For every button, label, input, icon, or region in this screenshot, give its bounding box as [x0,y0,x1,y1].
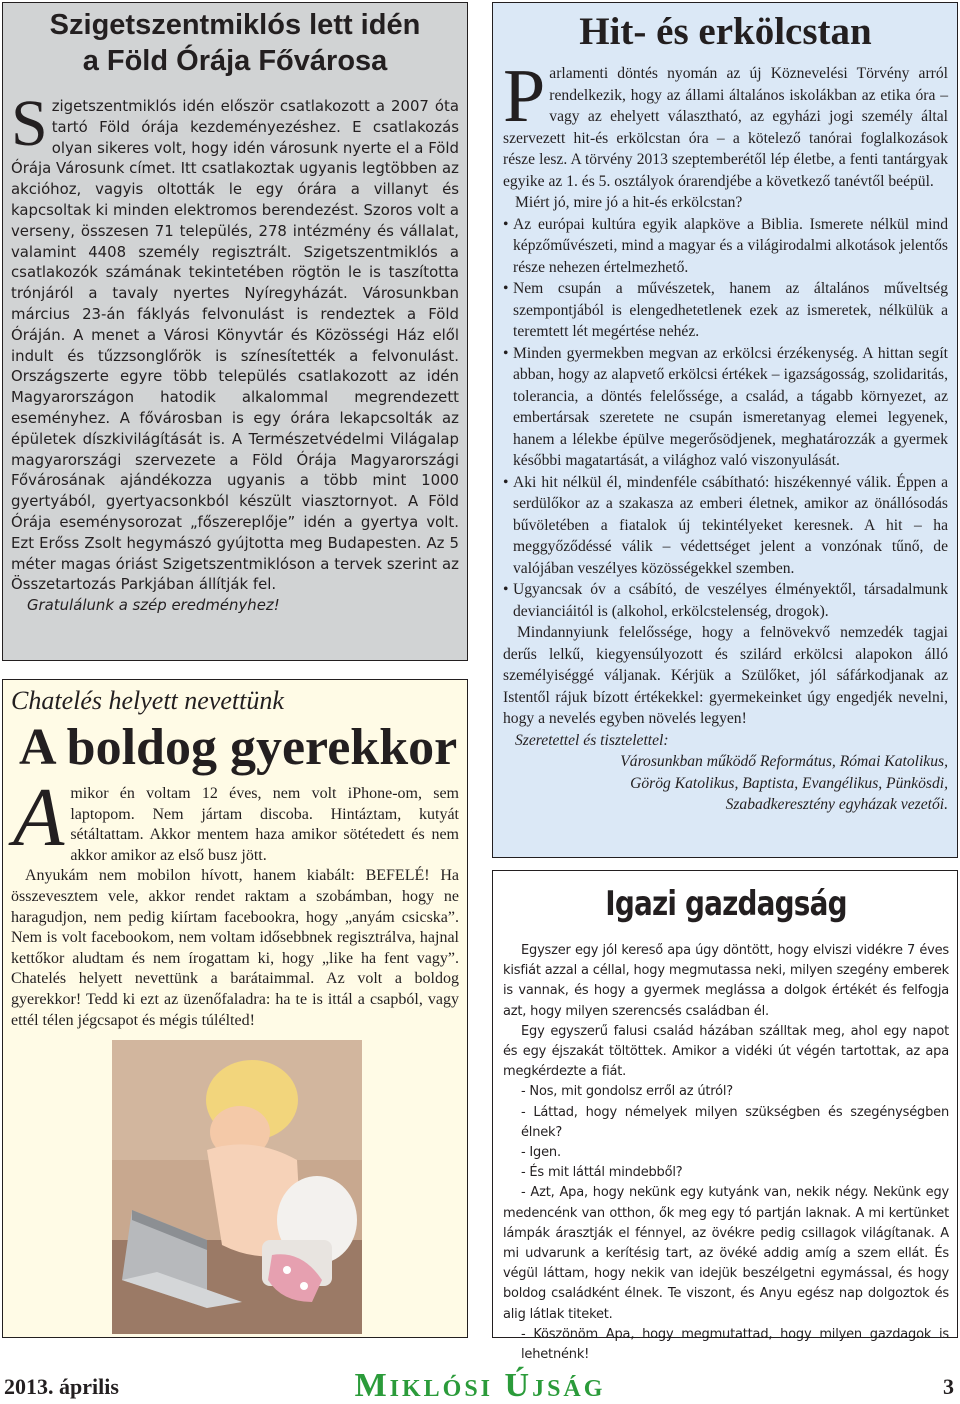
drop-cap: P [503,54,546,138]
article-title: Hit- és erkölcstan [579,10,872,53]
dialogue-line: - Azt, Apa, hogy nekünk egy kutyánk van, nekik négy. Nekünk egy medencénk van otthon, ők meg egy tó partján laknak. A mi kertünket lámpák árasztják el fénnyel, az övékre pedig csillagok világítanak. A mi udvarunk a kerítésig tart, az övéké addig amíg a szem ellát. És végül láttam, hogy nekik van idejük beszélgetni egymással, és hogy boldog családként élnek. Te viszont, és Anyu egész nap dolgoztok és alig látlak titeket. [503,1185,949,1322]
dialogue-line: - Láttad, hogy némelyek milyen szükségben és szegénységben élnek? [521,1104,949,1140]
dialogue-line: - Igen. [521,1145,561,1161]
photo-illustration [112,1040,362,1334]
article-text: zigetszentmiklós idén először csatlakozott a 2007 óta tartó Föld órája kezdeményezéshez. E csatlakozás olyan sikeres volt, hogy idén városunk nyerte el a Föld Órája Városunk címet. Itt csatlakoztak ugyanis legtöbben az akcióhoz, vagyis oltották le egy órára a villanyt és kapcsoltak ki minden elektromos berendezést. Szoros volt a verseny, összesen 71 település, 278 intézmény és vállalat, valamint 4408 személy regisztrált. Szigetszentmiklós a csatlakozók számának tekintetében rögtön le is taszította trónjáról a tavaly nyertes Nyíregyházát. Városunkban március 23-án fáklyás felvonulást is rendeztek a Föld Óráján. A menet a Városi Könyvtár és Közösségi Ház elől indult és tűzzsonglőrök is színesítették a felvonulást. Országszerte egyre több település csatlakozott az idén Magyarországon hatodik alkalommal megrendezett eseményhez. A fővárosban is egy órára lekapcsolták az épületek díszkivilágítását is. A Természetvédelmi Világalap magyarországi szervezete a Föld Órája Magyarországi Fővárosának ajándékozza ugyanis a több mint 1000 gyertyából, gyertyacsonkból készült viasztornyot. A Föld Órája eseménysorozat „főszereplője” idén a gyertya volt. Ezt Erőss Zsolt hegymászó gyújtotta meg Budapesten. Az 5 méter magas óriást Szigetszentmiklóson a tervek szerint az Összetartozás Parkjában állítják fel. [11,97,459,594]
issue-date: 2013. április [4,1374,119,1399]
dialogue-line: - Köszönöm Apa, hogy megmutattad, hogy milyen gazdagok is lehetnénk! [521,1326,949,1363]
newspaper-name: Miklósi Újság [354,1367,606,1404]
dialogue-line: - És mit láttál mindebből? [521,1165,683,1181]
article-faith-ethics [492,2,958,858]
greeting: Szeretettel és tisztelettel: [515,731,669,749]
list-item: • Aki hit nélkül él, mindenféle csábítható: hiszékennyé válik. Éppen a serdülőkor az a szakasza az emberi életnek, amikor az önállósodás bűvöletében a fiatalok új tekintélyeket keresnek. A hit – ha meggyőződéssé válik – védettséget jelent a vonzónak tűnő, de valójában veszélyes közösségekkel szemben. [503,472,948,580]
list-item: • Minden gyermekben megvan az erkölcsi érzékenység. A hittan segít abban, hogy az alapvető erkölcsi értékek – igazságosság, szolidaritás, tolerancia, a döntés felelőssége, a család, a tágabb környezet, az embertársak szeretete ne csupán ismeretanyag elemei legyenek, hanem a lélekbe épülve megerősödjenek, meghatározzák a gyermek későbbi magatartását, a világhoz való viszonyulását. [503,343,948,472]
article-subtitle: Chatelés helyett nevettünk [11,686,284,715]
paragraph-2: Egy egyszerű falusi család házában szálltak meg, ahol egy napot és egy éjszakát töltöttek. Amikor a vidéki út végén tartottak, az apa megkérdezte a fiát. [503,1023,949,1080]
article-earth-hour-body [11,87,459,616]
article-earth-hour [2,2,468,661]
title-line-2: a Föld Órája Fővárosa [82,45,388,77]
signature-line-3: Szabadkeresztény egyházak vezetői. [725,796,948,813]
question-line: Miért jó, mire jó a hit-és erkölcstan? [515,194,743,211]
list-item: • Nem csupán a művészetek, hanem az általános műveltség szempontjából is elengedhetetlenek ezek az ismeretek, nélkülük a teremtett lét megértése nehéz. [503,278,948,343]
intro-paragraph: arlamenti döntés nyomán az új Köznevelési Törvény arról rendelkezik, hogy az állami általános iskolákban az etika óra – vagy az ehelyett választható, az egyházi jogi személy által szervezett hit-és erkölcstan óra – a kötelező tanórai foglalkozások része lesz. A törvény 2013 szeptemberétől lép életbe, a fenti tantárgyak egyike az 1. és 5. osztályok órarendjébe a következő tanévtől beépül. [503,65,948,190]
closing-paragraph: Mindannyiunk felelőssége, hogy a felnövekvő nemzedék tagjai derűs lelkű, kiegyensúlyozott és szilárd erkölcsi alapokon álló személyiséggé váljanak. Kérjük a Szülőket, jól sáfárkodjanak az Istentől rájuk bízott értékekkel: gyermekeinket úgy engedjék nevelni, hogy a nevelés egyben növelés legyen! [503,624,948,727]
paragraph-1: Egyszer egy jól kereső apa úgy döntött, hogy elviszi vidékre 7 éves kisfiát azzal a céllal, hogy megmutassa neki, milyen szegény emberek is vannak, és hogy a gyermek meglássa a dolgok értékét és felfogja azt, hogy milyen szerencsés családban él. [503,943,949,1019]
paragraph-1: mikor én voltam 12 éves, nem volt iPhone-om, sem laptopom. Nem jártam discoba. Hintáztam, kutyát sétáltattam. Akkor mentem haza amikor sötétedett és nem akkor amikor az első busz jött. [70,785,459,864]
dialogue-line: - Nos, mit gondolsz erről az útról? [521,1084,733,1100]
signature-line-2: Görög Katolikus, Baptista, Evangélikus, Pünkösdi, [630,774,948,792]
drop-cap: S [11,87,48,160]
list-item: • Ugyancsak óv a csábító, de veszélyes élményektől, társadalmunk devianciáitól is (alkohol, erkölcstelenség, drogok). [503,579,948,622]
title-line-1: Szigetszentmiklós lett idén [49,9,421,41]
article-earth-hour-title [11,7,459,79]
drop-cap: A [13,771,65,864]
article-body [11,771,459,1031]
page-footer [0,1367,960,1404]
closing-line: Gratulálunk a szép eredményhez! [27,596,280,615]
page-number: 3 [943,1374,954,1399]
article-title: A boldog gyerekkor [19,719,458,776]
reasons-list [503,214,948,623]
article-title: Igazi gazdagság [605,884,847,924]
list-item: • Az európai kultúra egyik alapköve a Biblia. Ismerete nélkül mind képzőművészeti, mind a magyar és a világirodalmi alkotások jelentős része nehezen értelmezhető. [503,214,948,279]
article-body [503,941,949,1365]
article-body [503,54,948,816]
paragraph-2: Anyukám nem mobilon hívott, hanem kiabált: BEFELÉ! Ha összevesztem vele, akkor rendet raktam a szobámban, hogy ne haragudjon, nem pedig kiírtam facebookra, hogy „anyám csicska”. Nem is volt facebookom, nem voltam idősebbnek regisztrálva, hajnal kettőkor aludtam és nem írogattam ki, hogy „like ha fent vagy”. Chatelés helyett nevettünk a barátaimmal. Az volt a boldog gyerekkor! Tedd ki ezt az üzenőfaladra: ha te is ittál a csapból, vagy ettél télen jégcsapot és mégis túlélted! [11,867,459,1029]
article-true-wealth [492,870,958,1363]
signature-line-1: Városunkban működő Református, Római Katolikus, [620,753,948,770]
photo-child-with-laptop [112,1040,362,1334]
